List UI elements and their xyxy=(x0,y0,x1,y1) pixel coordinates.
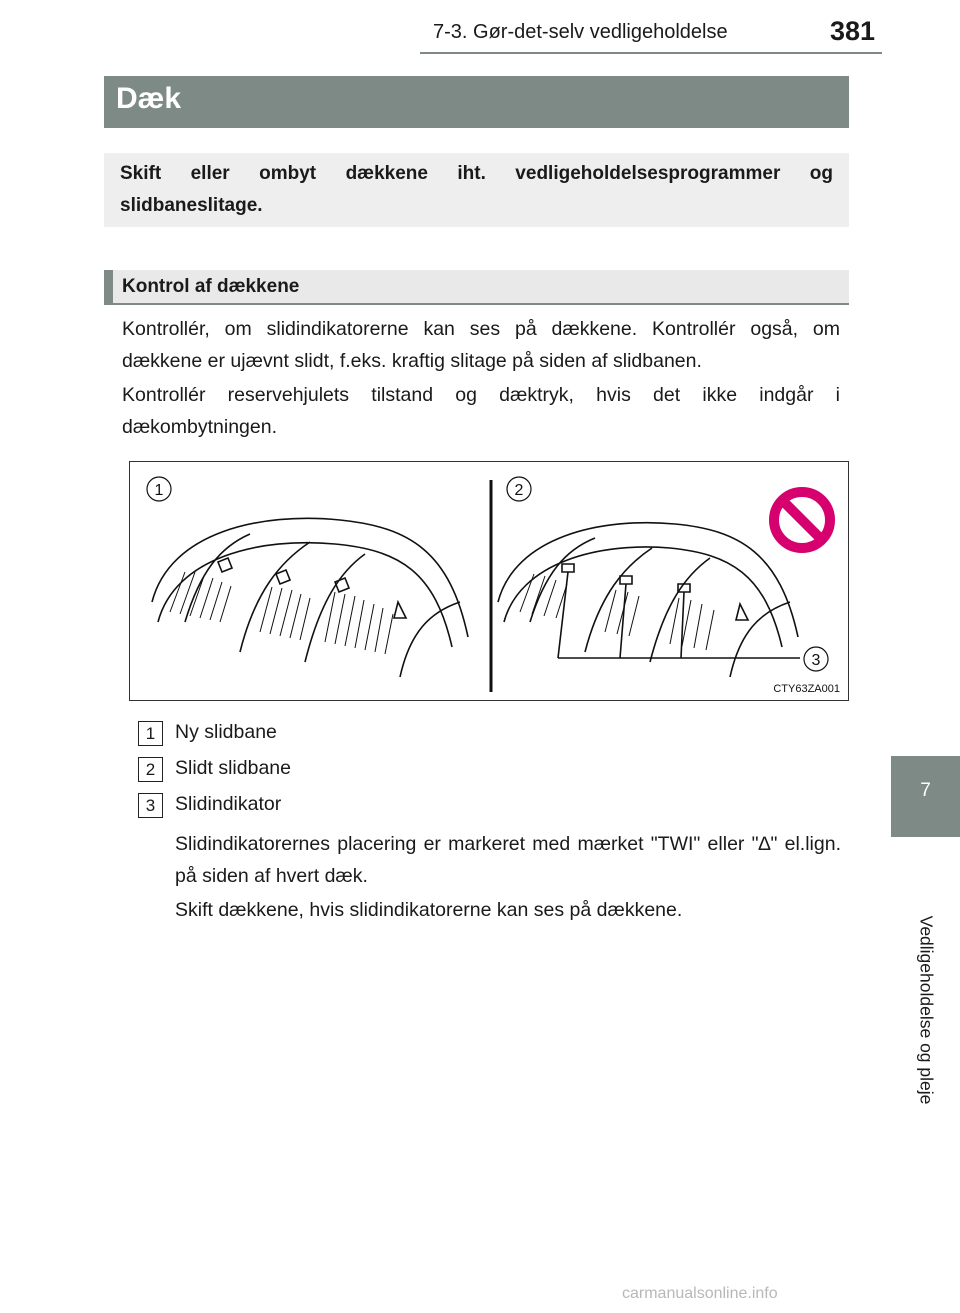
callout-2: 2 xyxy=(514,482,524,499)
chapter-number: 7 xyxy=(920,780,931,801)
figure-code: CTY63ZA001 xyxy=(773,683,840,695)
chapter-tab xyxy=(891,756,960,837)
tire-illustration xyxy=(130,462,848,700)
chapter-heading: 7-3. Gør-det-selv vedligeholdelse xyxy=(433,21,728,43)
legend-label: Slidindikator xyxy=(175,793,282,815)
page-number: 381 xyxy=(830,16,876,46)
section-accent xyxy=(104,270,113,305)
legend-number: 1 xyxy=(138,721,163,746)
legend-number: 2 xyxy=(138,757,163,782)
legend-number: 3 xyxy=(138,793,163,818)
legend-label: Ny slidbane xyxy=(175,721,277,743)
note-indicator-location: Slidindikatorernes placering er markeret med mærket "TWI" eller "∆" el.lign. på siden af hvert dæk. xyxy=(175,833,841,887)
callout-3: 3 xyxy=(811,652,821,669)
prohibited-sign-icon xyxy=(774,492,830,548)
header-divider xyxy=(420,52,882,54)
callout-1: 1 xyxy=(154,482,164,499)
page-title: Dæk xyxy=(116,82,182,115)
intro-text: Skift eller ombyt dækkene iht. vedligeholdelsesprogrammer og slidbaneslitage. xyxy=(120,163,833,216)
note-replace-tires: Skift dækkene, hvis slidindikatorerne kan ses på dækkene. xyxy=(175,899,683,921)
intro-box xyxy=(104,153,849,227)
section-heading: Kontrol af dækkene xyxy=(122,276,300,297)
watermark: carmanualsonline.info xyxy=(622,1285,778,1302)
legend-label: Slidt slidbane xyxy=(175,757,291,779)
chapter-caption: Vedligeholdelse og pleje xyxy=(916,915,937,1105)
tire-tread-figure xyxy=(129,461,849,701)
paragraph-check-indicators: Kontrollér, om slidindikatorerne kan ses på dækkene. Kontrollér også, om dækkene er ujævnt slidt, f.eks. kraftig slitage på siden af slidbanen. xyxy=(122,318,840,372)
page-title-bar xyxy=(104,76,849,128)
paragraph-spare-wheel: Kontrollér reservehjulets tilstand og dæktryk, hvis det ikke indgår i dækombytningen. xyxy=(122,384,840,438)
section-heading-bar xyxy=(104,270,849,305)
